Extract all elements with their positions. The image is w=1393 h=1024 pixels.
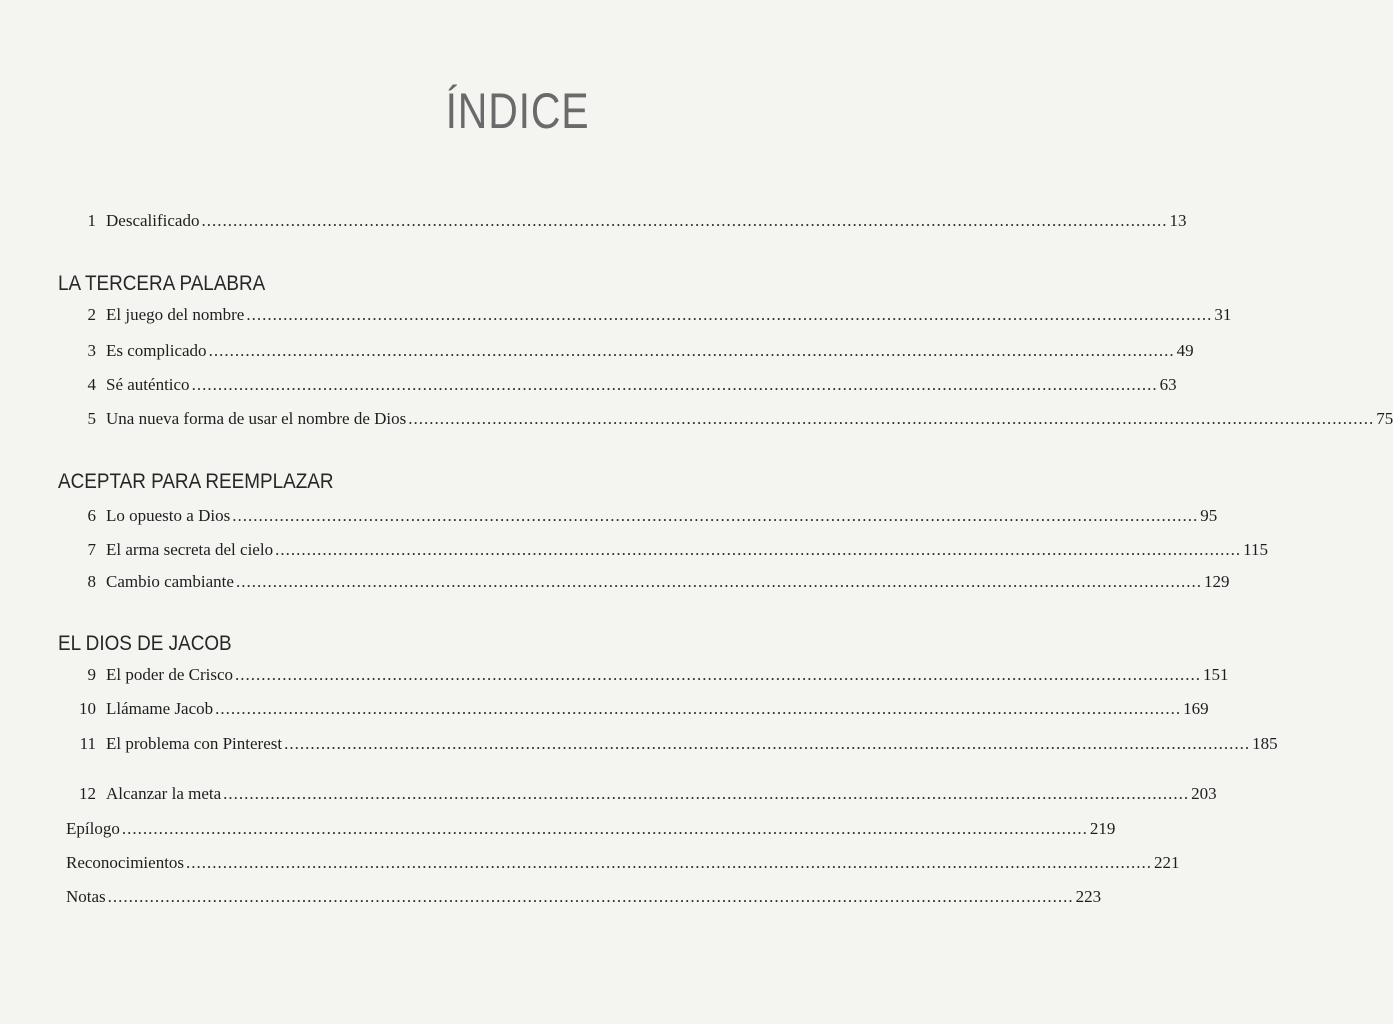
page-number: 219 xyxy=(1089,819,1116,838)
chapter-number: 7 xyxy=(87,540,96,559)
toc-entry xyxy=(68,783,1217,805)
page-number: 151 xyxy=(1203,665,1229,684)
dot-leader: ........................................................................................................................................................................................ xyxy=(107,887,1074,906)
toc-entry xyxy=(68,571,1230,593)
dot-leader: ........................................................................................................................................................................................ xyxy=(275,540,1242,559)
chapter-title: El poder de Crisco xyxy=(106,665,233,684)
section-heading: EL DIOS DE JACOB xyxy=(58,632,232,655)
entry-title: Epílogo xyxy=(66,819,120,838)
section-heading: LA TERCERA PALABRA xyxy=(58,272,266,295)
chapter-title: Una nueva forma de usar el nombre de Dios xyxy=(106,409,407,428)
toc-entry-back-matter xyxy=(66,886,1102,908)
chapter-title: El problema con Pinterest xyxy=(106,734,283,753)
chapter-number: 8 xyxy=(87,572,96,591)
dot-leader: ........................................................................................................................................................................................ xyxy=(284,734,1251,753)
toc-entry xyxy=(68,698,1209,720)
chapter-title: Lo opuesto a Dios xyxy=(106,506,231,525)
toc-entry xyxy=(68,539,1268,561)
dot-leader: ........................................................................................................................................................................................ xyxy=(201,211,1168,230)
toc-entry-back-matter xyxy=(66,818,1116,840)
page-number: 49 xyxy=(1176,341,1194,360)
toc-entry xyxy=(68,340,1194,362)
page-number: 95 xyxy=(1200,506,1218,525)
dot-leader: ........................................................................................................................................................................................ xyxy=(121,819,1088,838)
toc-entry xyxy=(68,505,1218,527)
chapter-title: Es complicado xyxy=(106,341,207,360)
chapter-title: Alcanzar la meta xyxy=(106,784,222,803)
entry-title: Notas xyxy=(66,887,106,906)
dot-leader: ........................................................................................................................................................................................ xyxy=(232,506,1199,525)
page-number: 221 xyxy=(1154,853,1180,872)
entry-title: Reconocimientos xyxy=(66,853,185,872)
chapter-number: 2 xyxy=(87,305,96,324)
chapter-number: 9 xyxy=(87,665,96,684)
chapter-title: Sé auténtico xyxy=(106,375,190,394)
chapter-number: 11 xyxy=(79,734,96,753)
page-number: 115 xyxy=(1243,540,1268,559)
page-number: 13 xyxy=(1169,211,1187,230)
page-number: 63 xyxy=(1159,375,1177,394)
page-number: 31 xyxy=(1214,305,1232,324)
dot-leader: ........................................................................................................................................................................................ xyxy=(246,305,1213,324)
chapter-number: 12 xyxy=(79,784,96,803)
page-title: ÍNDICE xyxy=(445,83,589,139)
dot-leader: ........................................................................................................................................................................................ xyxy=(235,665,1201,684)
dot-leader: ........................................................................................................................................................................................ xyxy=(191,375,1158,394)
page-number: 223 xyxy=(1075,887,1102,906)
toc-entry xyxy=(68,374,1177,396)
dot-leader: ........................................................................................................................................................................................ xyxy=(235,572,1202,591)
dot-leader: ........................................................................................................................................................................................ xyxy=(408,409,1375,428)
dot-leader: ........................................................................................................................................................................................ xyxy=(223,784,1190,803)
dot-leader: ........................................................................................................................................................................................ xyxy=(215,699,1182,718)
dot-leader: ........................................................................................................................................................................................ xyxy=(186,853,1153,872)
toc-entry xyxy=(68,408,1393,430)
toc-entry xyxy=(68,210,1187,232)
page-number: 203 xyxy=(1191,784,1217,803)
chapter-title: Cambio cambiante xyxy=(106,572,234,591)
page-number: 75 xyxy=(1376,409,1393,428)
toc-entry xyxy=(68,304,1232,326)
page-number: 129 xyxy=(1203,572,1230,591)
chapter-title: Llámame Jacob xyxy=(106,699,214,718)
chapter-title: El arma secreta del cielo xyxy=(106,540,274,559)
chapter-number: 10 xyxy=(79,699,96,718)
chapter-number: 6 xyxy=(87,506,96,525)
chapter-number: 4 xyxy=(87,375,96,394)
toc-entry xyxy=(68,733,1278,755)
chapter-number: 1 xyxy=(87,211,96,230)
chapter-number: 3 xyxy=(87,341,96,360)
chapter-number: 5 xyxy=(87,409,96,428)
section-heading: ACEPTAR PARA REEMPLAZAR xyxy=(58,470,334,493)
page-number: 185 xyxy=(1252,734,1278,753)
page-number: 169 xyxy=(1183,699,1209,718)
toc-entry-back-matter xyxy=(66,852,1180,874)
chapter-title: Descalificado xyxy=(106,211,200,230)
chapter-title: El juego del nombre xyxy=(106,305,245,324)
dot-leader: ........................................................................................................................................................................................ xyxy=(208,341,1175,360)
toc-entry xyxy=(68,664,1229,686)
